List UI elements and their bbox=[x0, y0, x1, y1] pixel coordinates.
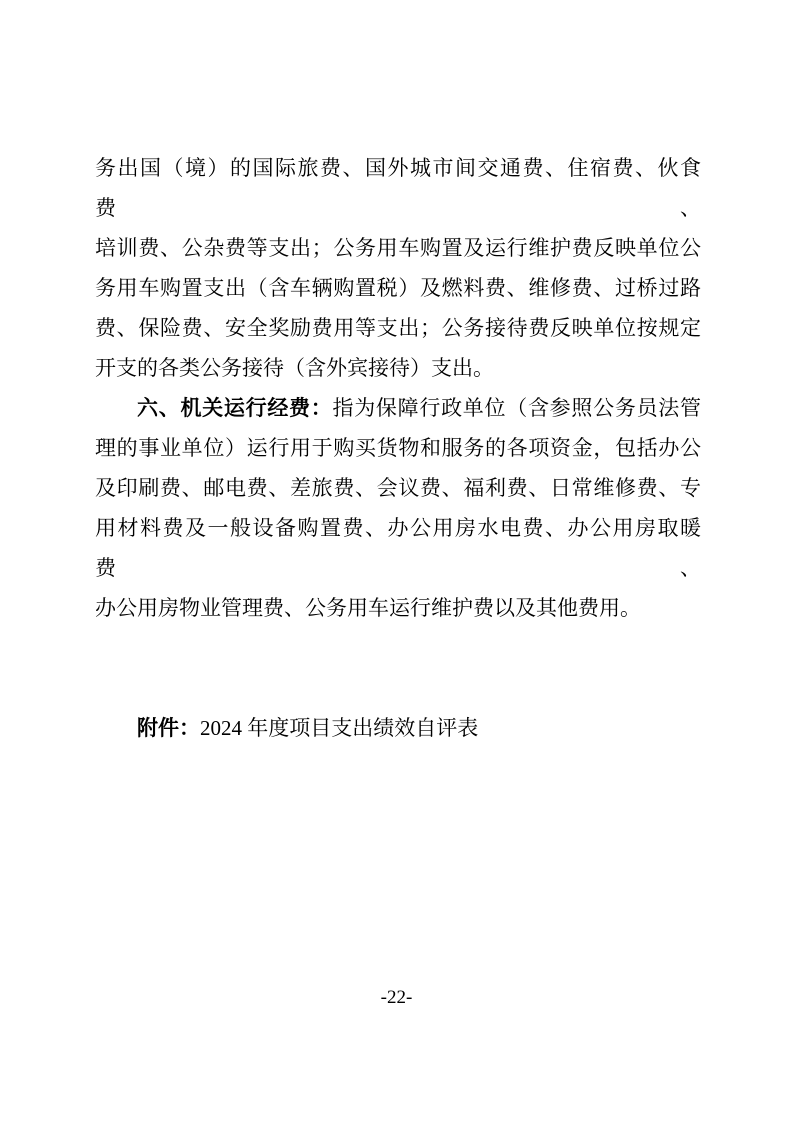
attachment-label: 附件： bbox=[137, 716, 200, 740]
section-heading-continuation: 指为保障行政单位（含参照公务员法管 bbox=[332, 396, 702, 420]
body-line-paragraph-end: 办公用房物业管理费、公务用车运行维护费以及其他费用。 bbox=[95, 596, 641, 620]
attachment-title: 2024 年度项目支出绩效自评表 bbox=[200, 716, 479, 740]
body-line: 务出国（境）的国际旅费、国外城市间交通费、住宿费、伙食费、 bbox=[95, 156, 701, 220]
page-number: -22- bbox=[380, 987, 413, 1008]
body-line: 费、保险费、安全奖励费用等支出；公务接待费反映单位按规定 bbox=[95, 316, 701, 340]
body-line: 务用车购置支出（含车辆购置税）及燃料费、维修费、过桥过路 bbox=[95, 276, 701, 300]
body-line: 用材料费及一般设备购置费、办公用房水电费、办公用房取暖费、 bbox=[95, 516, 701, 580]
blank-line bbox=[95, 628, 701, 668]
section-heading-line bbox=[95, 388, 701, 428]
body-line-paragraph-end: 开支的各类公务接待（含外宾接待）支出。 bbox=[95, 356, 494, 380]
attachment-line bbox=[95, 708, 701, 748]
document-body bbox=[95, 148, 701, 748]
body-line: 理的事业单位）运行用于购买货物和服务的各项资金，包括办公 bbox=[95, 436, 701, 460]
section-heading: 六、机关运行经费： bbox=[137, 396, 333, 420]
body-line: 及印刷费、邮电费、差旅费、会议费、福利费、日常维修费、专 bbox=[95, 476, 701, 500]
blank-line bbox=[95, 668, 701, 708]
body-line: 培训费、公杂费等支出；公务用车购置及运行维护费反映单位公 bbox=[95, 236, 701, 260]
